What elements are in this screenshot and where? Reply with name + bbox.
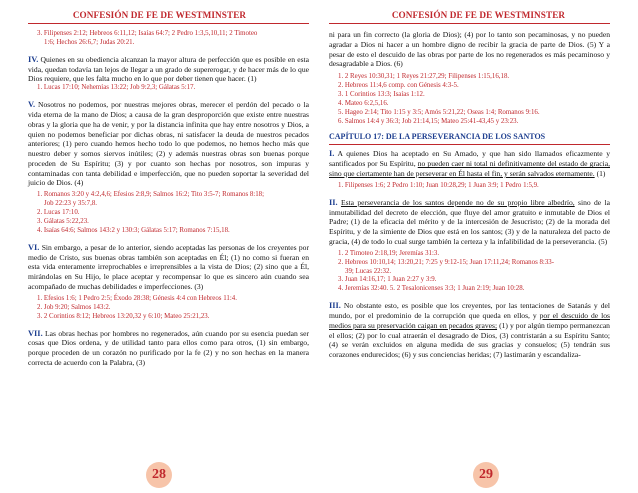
paragraph-number: IV. <box>28 54 39 64</box>
reference-block <box>28 191 309 236</box>
reference-line: 3. Filipenses 2:12; Hebreos 6:11,12; Isaías 64:7; 2 Pedro 1:3,5,10,11; 2 Timoteo <box>37 30 258 37</box>
paragraph-vii <box>28 329 309 368</box>
reference-block <box>329 250 610 295</box>
reference-block <box>329 182 610 191</box>
page-header: CONFESIÓN DE FE DE WESTMINSTER <box>391 10 566 20</box>
reference-line: 4. Mateo 6:2,5,16. <box>338 99 389 107</box>
paragraph-number: VI. <box>28 242 40 252</box>
paragraph-text: sino de la inmutabilidad del decreto de elección, que fluye del amor gratuito e inmutable de Dios el Padre; (1) de la eficacia del mérito y de la intercesión de Jesucristo; (2) de la morada del Espíritu, y de la simiente de Dios que está en los santos; (3) y de la naturaleza del pacto de gracia, (4) de todo lo cual surge también la certeza y la infalibilidad de la perseverancia. (5) <box>329 197 610 246</box>
paragraph-ii <box>329 198 610 247</box>
reference-line: 3. Gálatas 5:22,23. <box>37 218 89 225</box>
reference-block <box>329 73 610 126</box>
reference-line: 3. 1 Corintios 13:3; Isaías 1:12. <box>338 91 425 98</box>
paragraph-i <box>329 149 610 178</box>
underlined-text: por el descuido de los medios para su preservación caigan en pecados graves; <box>329 311 610 330</box>
reference-line: 3. Juan 14:16,17; 1 Juan 2:27 y 3:9. <box>338 276 437 284</box>
paragraph-vi <box>28 243 309 292</box>
paragraph-iv <box>28 55 309 84</box>
paragraph-number: V. <box>28 100 36 110</box>
underlined-text: Esta perseverancia de los santos depende no de su propio libre albedrío, <box>340 197 575 207</box>
reference-line: 1:6; Hechos 26:6,7; Judas 20:21. <box>44 38 135 46</box>
paragraph-iii <box>329 301 610 360</box>
paragraph-number: III. <box>329 301 341 311</box>
paragraph-number: II. <box>329 197 338 207</box>
paragraph-text: Sin embargo, a pesar de lo anterior, siendo aceptadas las personas de los creyentes por medio de Cristo, sus buenas obras también son aceptadas en Él; (1) no como si fueran en esta vida enteramente irreprochables e irreprensibles a la vista de Dios; (2) sino que a Él, mirándolas en Su Hijo, le place aceptar y recompensar lo que es sincero aún cuando sea acompañado de muchas debilidades e imperfecciones. (3) <box>28 242 310 291</box>
reference-line: 1. Lucas 17:10; Nehemías 13:22; Job 9:2,3; Gálatas 5:17. <box>37 84 196 92</box>
header-rule <box>329 23 610 24</box>
reference-line: 2. Hebreos 10:10,14; 13:20,21; 7:25 y 9:12-15; Juan 17:11,24; Romanos 8:33- <box>338 258 555 266</box>
chapter-rule <box>329 144 610 145</box>
reference-line: 3. 2 Corintios 8:12; Hebreos 13:20,32 y 6:10; Mateo 25:21,23. <box>37 312 210 320</box>
paragraph-text: (1) <box>596 169 606 179</box>
reference-line: 2. Job 9:20; Salmos 143:2. <box>37 303 111 311</box>
page-number: 28 <box>146 462 172 488</box>
reference-line: 1. 2 Timoteo 2:18,19; Jeremías 31:3. <box>338 249 440 257</box>
paragraph-text: Las obras hechas por hombres no regenerados, aún cuando por su esencia puedan ser cosas que Dios ordena, y de utilidad tanto para ellos como para otros, (1) sin embargo, porque proceden de un corazón no purificado por la fe (2) y no son hechas en la manera correcta de acuerdo con la Palabra, (3) <box>28 328 309 367</box>
reference-line: 6. Salmos 14:4 y 36:3; Job 21:14,15; Mateo 25:41-43,45 y 23:23. <box>338 117 519 125</box>
reference-line: 1. Efesios 1:6; 1 Pedro 2:5; Éxodo 28:38; Génesis 4:4 con Hebreos 11:4. <box>37 294 237 302</box>
reference-line: 5. Hageo 2:14; Tito 1:15 y 3:5; Amós 5:21,22; Oseas 1:4; Romanos 9:16. <box>338 108 540 116</box>
reference-line: 2. Lucas 17:10. <box>37 209 80 217</box>
underlined-text: no pueden caer ni total ni definitivamente del estado de gracia, sino que ciertamente han de perseverar en Él hasta el fin, y serán salvados eternamente. <box>329 159 610 179</box>
paragraph-text: Nosotros no podemos, por nuestras mejores obras, merecer el perdón del pecado o la vida eterna de la mano de Dios; a causa de la gran desproporción que existe entre nuestras obras y la gloria que ha de venir, y por la distancia infinita que hay entre nosotros y Dios, a quien no podemos beneficiar por dichas obras, ni satisfacer la deuda de nuestros pecados anteriores; (1) pero cuando hemos hecho todo lo que podemos, no hemos hecho más que nuestro deber y somos siervos inútiles; (2) y además nuestras obras son buenas porque proceden de Su Espíritu; (3) y por cuanto son hechas por nosotros, son impuras y contaminadas con tanta debilidad e imperfección, que no pueden soportar la severidad del juicio de Dios. (4) <box>28 100 309 188</box>
reference-line: 1. Filipenses 1:6; 2 Pedro 1:10; Juan 10:28,29; 1 Juan 3:9; 1 Pedro 1:5,9. <box>338 181 539 189</box>
reference-block <box>28 295 309 322</box>
reference-line: 1. Romanos 3:20 y 4:2,4,6; Efesios 2:8,9; Salmos 16:2; Tito 3:5-7; Romanos 8:18; <box>37 191 265 199</box>
page-content <box>329 30 610 360</box>
page-header: CONFESIÓN DE FE DE WESTMINSTER <box>72 10 247 20</box>
paragraph-number: VII. <box>28 328 43 338</box>
reference-block <box>28 84 309 93</box>
paragraph-v <box>28 100 309 188</box>
reference-line: 4. Isaías 64:6; Salmos 143:2 y 130:3; Gálatas 5:17; Romanos 7:15,18. <box>37 226 230 234</box>
reference-line: 1. 2 Reyes 10:30,31; 1 Reyes 21:27,29; Filipenses 1:15,16,18. <box>338 73 510 81</box>
paragraph-continuation: ni para un fin correcto (la gloria de Dios); (4) por lo tanto son pecaminosas, y no pueden agradar a Dios ni hacer a un hombre digno de recibir la gracia de parte de Dios. (5) Y a pesar de esto el descuido de las obras por parte de los no regenerados es más pecaminoso y desagradable a Dios. (6) <box>329 30 610 69</box>
paragraph-text: No obstante esto, es posible que los creyentes, por las tentaciones de Satanás y del mundo, por el predominio de la corrupción que queda en ellos, y <box>329 301 610 321</box>
reference-line: 4. Jeremías 32:40. 5. 2 Tesalonicenses 3:3; 1 Juan 2:19; Juan 10:28. <box>338 285 525 293</box>
paragraph-text: Quienes en su obediencia alcanzan la mayor altura de perfección que es posible en esta vida, quedan todavía tan lejos de llegar a un grado de supererogar, y de hacer más de lo que Dios requiere, que les falta mucho en lo que por deber tienen que hacer. (1) <box>28 54 309 84</box>
paragraph-number: I. <box>329 149 335 159</box>
chapter-title: CAPÍTULO 17: DE LA PERSEVERANCIA DE LOS SANTOS <box>329 131 546 141</box>
reference-line: Job 22:23 y 35:7,8. <box>44 200 98 208</box>
paragraph-text: A quienes Dios ha aceptado en Su Amado, y que han sido llamados eficazmente y santificados por Su Espíritu, <box>329 149 610 169</box>
reference-block <box>28 30 309 48</box>
right-page <box>319 0 638 493</box>
page-content <box>28 30 309 368</box>
page-number: 29 <box>473 462 499 488</box>
header-rule <box>28 23 309 24</box>
reference-line: 2. Hebreos 11:4,6 comp. con Génesis 4:3-5. <box>338 82 459 90</box>
reference-line: 39; Lucas 22:32. <box>345 267 392 275</box>
paragraph-text: (1) y por algún tiempo permanezcan el ellos; (2) por lo cual atraerán el desagrado de Dios, (3) contristarán a su Espíritu Santo; (4) se verán excluidos en alguna medida de sus gracias y consuelos; (5) tendrán sus corazones endurecidos; (6) y sus conciencias heridas; (7) lastimarán y escandaliza- <box>329 320 610 360</box>
